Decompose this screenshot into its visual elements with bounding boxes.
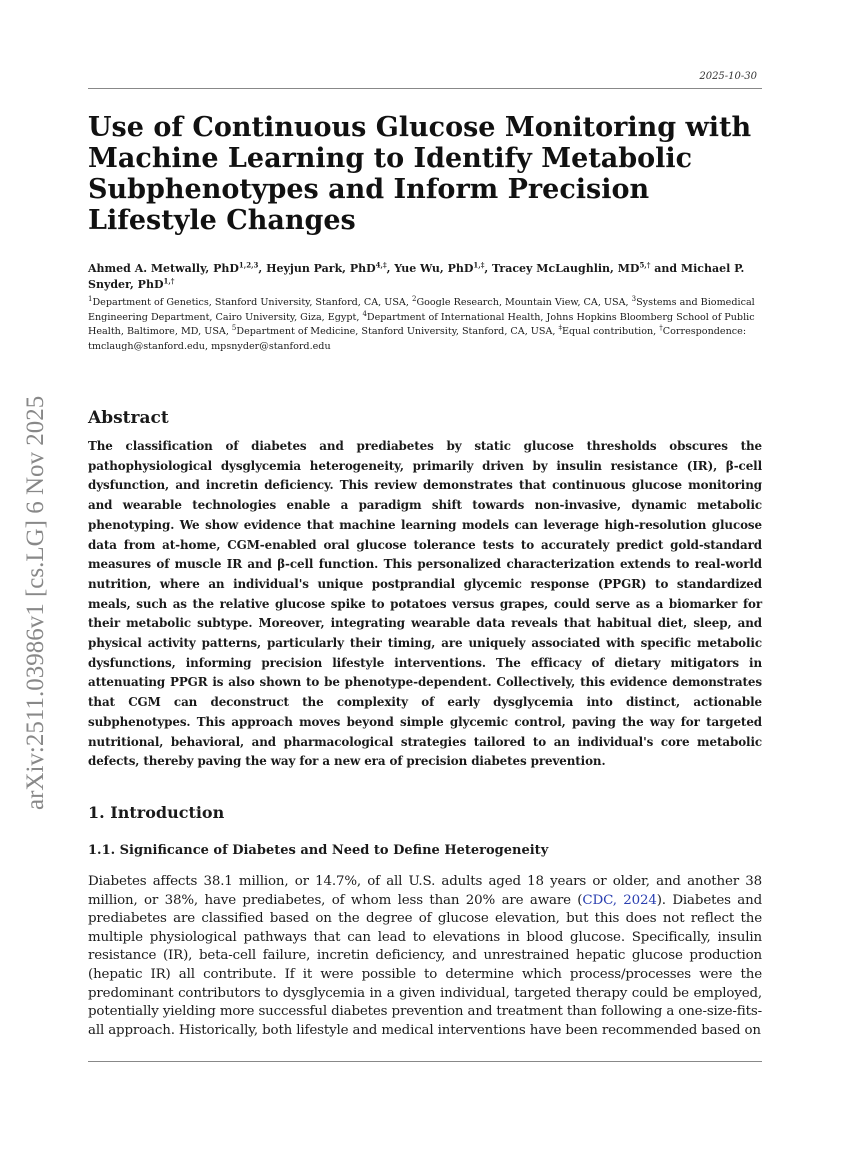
author-affiliation-marker: 1,‡ [473, 260, 485, 270]
affiliation-text: Correspondence: tmclaugh@stanford.edu, mpsnyder@stanford.edu [88, 326, 747, 352]
affiliation-marker: 2 [411, 294, 417, 303]
author-affiliation-marker: 4,‡ [375, 260, 387, 270]
affiliation-text: Google Research, Mountain View, CA, USA, [416, 297, 632, 308]
author-separator: , [258, 262, 267, 275]
section-heading-introduction: 1. Introduction [88, 803, 225, 822]
body-paragraph [88, 873, 762, 1040]
affiliation-marker: 3 [631, 294, 637, 303]
author-name: Tracey McLaughlin, MD [492, 262, 640, 275]
body-text: ). Diabetes and prediabetes are classified based on the degree of glucose elevation, but this does not reflect the multiple physiological pathways that can lead to elevations in blood glucose. Specifically, insulin resistance (IR), beta-cell failure, incretin deficiency, and unrestrained hepatic glucose production (hepatic IR) all contribute. If it were possible to determine which process/processes were the predominant contributors to dysglycemia in a given individual, targeted therapy could be employed, potentially yielding more successful diabetes prevention and treatment than following a one-size-fits-all approach. Historically, both lifestyle and medical interventions have been recommended based on [88, 892, 762, 1038]
affiliation-marker: ‡ [558, 324, 562, 332]
affiliation-marker: 1 [88, 294, 93, 303]
author-affiliation-marker: 1,2,3 [238, 260, 259, 270]
author-separator: and [650, 262, 681, 275]
abstract-heading: Abstract [88, 408, 169, 428]
author-affiliation-marker: 1,† [163, 276, 175, 286]
affiliation-text: Department of Medicine, Stanford University, Stanford, CA, USA, [236, 326, 559, 338]
affiliation-text: Equal contribution, [561, 326, 660, 338]
affiliations [88, 296, 762, 354]
citation-link[interactable]: CDC, 2024 [582, 892, 657, 908]
author-affiliation-marker: 5,† [639, 260, 651, 270]
body-text: Diabetes affects 38.1 million, or 14.7%, of all U.S. adults aged 18 years or older, and another 38 million, or 38%, have prediabetes, of whom less than 20% are aware ( [88, 874, 762, 908]
affiliation-text: Systems and Biomedical Engineering Department, Cairo University, Giza, Egypt, [88, 297, 755, 323]
paper-title: Use of Continuous Glucose Monitoring with Machine Learning to Identify Metabolic Subphenotypes and Inform Precision Lifestyle Changes [88, 112, 752, 236]
author-list [88, 261, 762, 293]
author-separator: , [386, 262, 395, 275]
header-date: 2025-10-30 [699, 71, 757, 82]
affiliation-text: Department of Genetics, Stanford University, Stanford, CA, USA, [92, 297, 412, 308]
affiliation-marker: 5 [231, 324, 237, 332]
author-name: Ahmed A. Metwally, PhD [88, 262, 239, 275]
author-separator: , [484, 262, 493, 275]
affiliation-text: Department of International Health, Johns Hopkins Bloomberg School of Public Health, Baltimore, MD, USA, [88, 311, 755, 338]
subsection-heading: 1.1. Significance of Diabetes and Need to Define Heterogeneity [88, 843, 549, 858]
author-name: Yue Wu, PhD [394, 262, 474, 275]
abstract-text: The classification of diabetes and prediabetes by static glucose thresholds obscures the pathophysiological dysglycemia heterogeneity, primarily driven by insulin resistance (IR), β-cell dysfunction, and incretin deficiency. This review demonstrates that continuous glucose monitoring and wearable technologies enable a paradigm shift towards non-invasive, dynamic metabolic phenotyping. We show evidence that machine learning models can leverage high-resolution glucose data from at-home, CGM-enabled oral glucose tolerance tests to accurately predict gold-standard measures of muscle IR and β-cell function. This personalized characterization extends to real-world nutrition, where an individual's unique postprandial glycemic response (PPGR) to standardized meals, such as the relative glucose spike to potatoes versus grapes, could serve as a biomarker for their metabolic subtype. Moreover, integrating wearable data reveals that habitual diet, sleep, and physical activity patterns, particularly their timing, are uniquely associated with specific metabolic dysfunctions, informing precision lifestyle interventions. The efficacy of dietary mitigators in attenuating PPGR is also shown to be phenotype-dependent. Collectively, this evidence demonstrates that CGM can deconstruct the complexity of early dysglycemia into distinct, actionable subphenotypes. This approach moves beyond simple glycemic control, paving the way for targeted nutritional, behavioral, and pharmacological strategies tailored to an individual's core metabolic defects, thereby paving the way for a new era of precision diabetes prevention. [88, 439, 762, 769]
header-rule [88, 88, 762, 89]
author-name: Michael P. Snyder, PhD [88, 262, 745, 291]
arxiv-side-stamp: arXiv:2511.03986v1 [cs.LG] 6 Nov 2025 [22, 395, 49, 810]
author-name: Heyjun Park, PhD [266, 262, 376, 275]
footer-rule [88, 1061, 762, 1062]
affiliation-marker: † [659, 324, 663, 332]
affiliation-marker: 4 [362, 309, 367, 318]
